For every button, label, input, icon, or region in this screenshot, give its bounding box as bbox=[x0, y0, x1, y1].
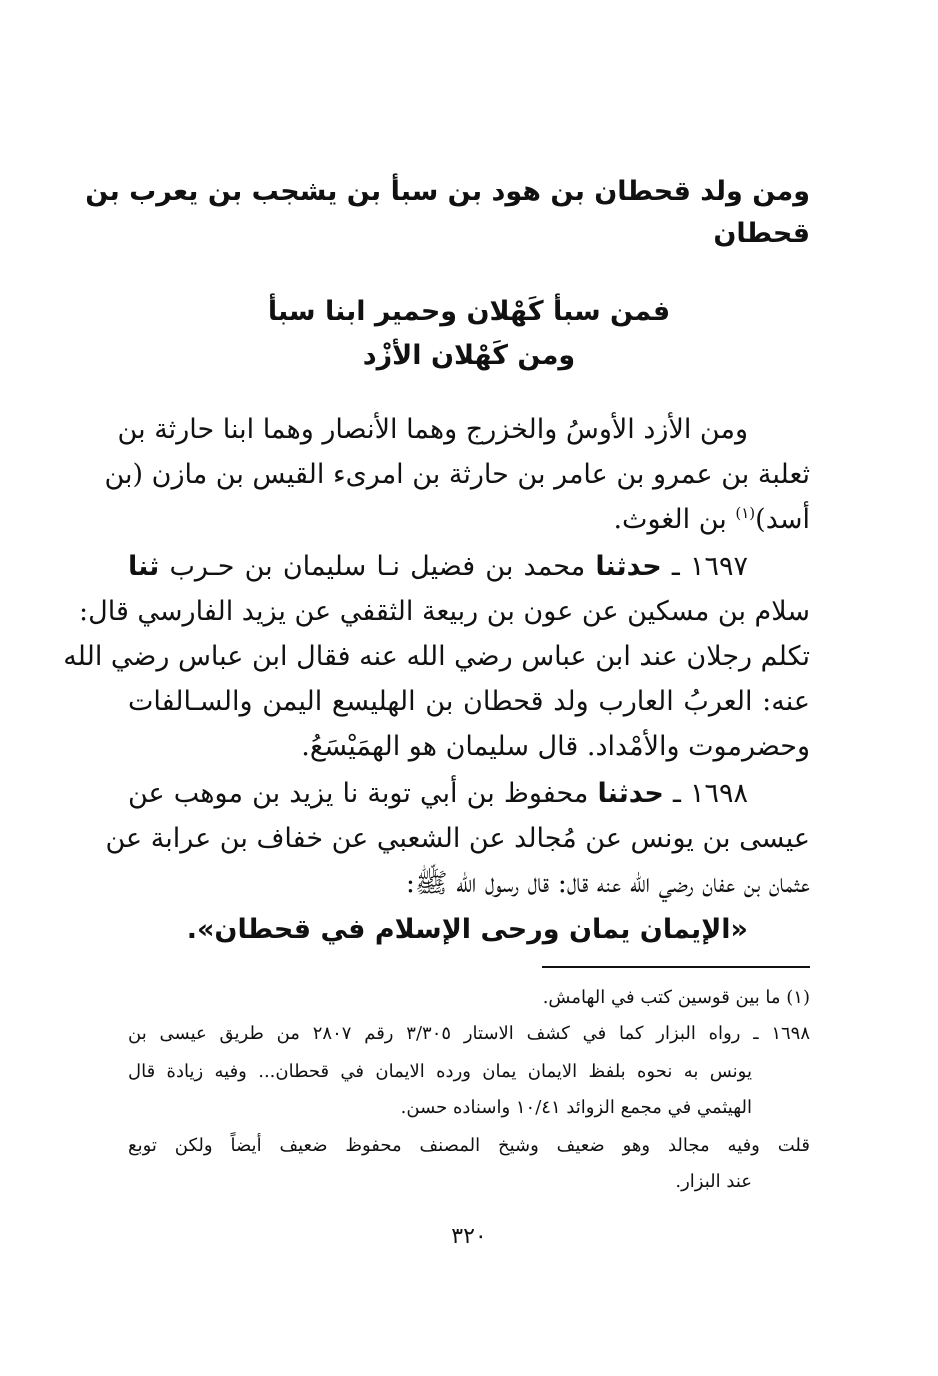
hadith1698-line-2: عيسى بن يونس عن مُجالد عن الشعبي عن خفاف بن عرابة عن bbox=[105, 823, 810, 854]
hadith1698-line-1-rest: محفوظ بن أبي توبة نا يزيد بن موهب عن bbox=[128, 778, 598, 809]
hadith1698-line-3: عثمان بن عفان رضي الله عنه قال: قال رسول الله ﷺ: bbox=[405, 868, 810, 899]
hadith1698-number: ١٦٩٨ ـ bbox=[663, 778, 749, 809]
paragraph1-line-3a: أسد) bbox=[755, 504, 810, 535]
heading-line-1: ومن ولد قحطان بن هود بن سبأ بن يشجب بن يعرب بن bbox=[85, 176, 810, 207]
footnote-note-line-1: قلت وفيه مجالد وهو ضعيف وشيخ المصنف محفوظ ضعيف أيضاً ولكن توبع bbox=[128, 1135, 810, 1156]
title-line-2: ومن كَهْلان الأزْد bbox=[362, 340, 576, 371]
hadith1698-line-1 bbox=[128, 772, 810, 816]
hadith1697-line-4: عنه: العربُ العارب ولد قحطان بن الهليسع اليمن والسـالفات bbox=[128, 686, 810, 717]
hadith1697-number: ١٦٩٧ ـ bbox=[661, 551, 749, 582]
paragraph1-line-3b: بن الغوث. bbox=[613, 504, 736, 535]
hadith1698-haddathana: حدثنا bbox=[597, 778, 664, 809]
hadith1697-line-1-rest: محمد بن فضيل نـا سليمان بن حـرب bbox=[159, 551, 596, 582]
hadith1697-line-1 bbox=[128, 545, 810, 589]
hadith1697-line-2: سلام بن مسكين عن عون بن ربيعة الثقفي عن يزيد الفارسي قال: bbox=[79, 596, 810, 627]
hadith1698-quote: «الإيمان يمان ورحى الإسلام في قحطان». bbox=[186, 914, 748, 945]
page-number: ٣٢٠ bbox=[451, 1224, 487, 1249]
hadith1697-haddathana: حدثنا bbox=[595, 551, 662, 582]
footnote-1: (١) ما بين قوسين كتب في الهامش. bbox=[542, 987, 810, 1008]
footnote-1698-line-1: ١٦٩٨ ـ رواه البزار كما في كشف الاستار ٣/٣٠٥ رقم ٢٨٠٧ من طريق عيسى بن bbox=[128, 1023, 810, 1044]
footnote-1698-line-2: يونس به نحوه بلفظ الايمان يمان ورده الايمان في قحطان... وفيه زيادة قال bbox=[128, 1061, 752, 1082]
footnote-separator bbox=[542, 966, 810, 968]
hadith1697-line-3: تكلم رجلان عند ابن عباس رضي الله عنه فقال ابن عباس رضي الله bbox=[63, 641, 810, 672]
footnote-1698-line-3: الهيثمي في مجمع الزوائد ١٠/٤١ واسناده حسن. bbox=[400, 1097, 752, 1118]
paragraph1-line-1: ومن الأزد الأوسُ والخزرج وهما الأنصار وهما ابنا حارثة بن bbox=[117, 414, 748, 445]
footnote-marker-1: (١) bbox=[735, 504, 756, 522]
paragraph1-line-2: ثعلبة بن عمرو بن عامر بن حارثة بن امرىء القيس بن مازن (بن bbox=[104, 459, 810, 490]
hadith1697-line-5: وحضرموت والأمْداد. قال سليمان هو الهمَيْسَعُ. bbox=[301, 731, 810, 762]
footnote-note-line-2: عند البزار. bbox=[675, 1171, 752, 1192]
title-line-1: فمن سبأ كَهْلان وحمير ابنا سبأ bbox=[267, 296, 671, 327]
hadith1697-thana: ثنا bbox=[128, 551, 160, 582]
paragraph1-line-3 bbox=[128, 498, 810, 542]
heading-line-2: قحطان bbox=[713, 218, 810, 249]
